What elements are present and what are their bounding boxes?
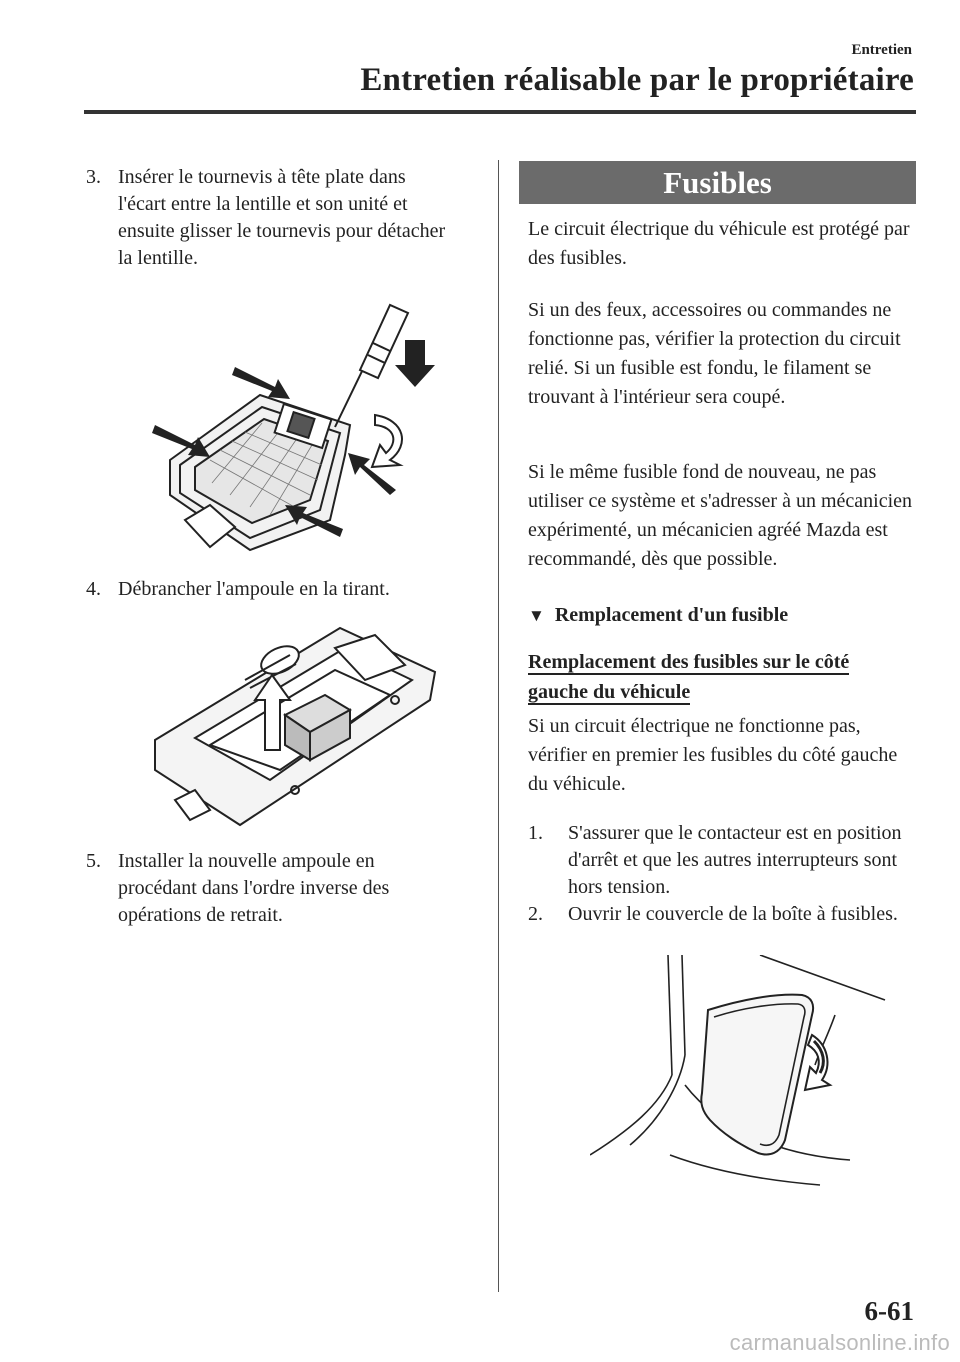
step-number: 4. xyxy=(86,578,101,600)
step-3 xyxy=(86,164,456,272)
bulb-removal-illustration xyxy=(150,620,442,842)
paragraph-3: Si le même fusible fond de nouveau, ne pas utiliser ce système et s'adresser à un mécanicien expérimenté, un mécanicien agréé Mazda est recommandé, dès que possible. xyxy=(528,461,913,570)
step-text: Insérer le tournevis à tête plate dans l'écart entre la lentille et son unité et ensuite glisser le tournevis pour détacher la lentille. xyxy=(118,166,446,269)
lens-removal-illustration xyxy=(150,295,440,565)
watermark: carmanualsonline.info xyxy=(729,1330,950,1355)
paragraph-2: Si un des feux, accessoires ou commandes ne fonctionne pas, vérifier la protection du circuit relié. Si un fusible est fondu, le filament se trouvant à l'intérieur sera coupé. xyxy=(528,299,901,408)
fuse-box-cover-illustration xyxy=(590,955,890,1190)
section-banner: Fusibles xyxy=(519,161,916,204)
step-4 xyxy=(86,576,456,603)
subsection-heading xyxy=(528,604,918,627)
paragraph-1: Le circuit électrique du véhicule est protégé par des fusibles. xyxy=(528,218,910,269)
header-rule xyxy=(84,110,916,114)
step-text: S'assurer que le contacteur est en position d'arrêt et que les autres interrupteurs sont hors tension. xyxy=(568,822,902,898)
section-label: Entretien xyxy=(851,42,912,58)
page-title: Entretien réalisable par le propriétaire xyxy=(360,62,914,98)
step-text: Ouvrir le couvercle de la boîte à fusibles. xyxy=(568,903,898,925)
paragraph-4: Si un circuit électrique ne fonctionne pas, vérifier en premier les fusibles du côté gauche du véhicule. xyxy=(528,715,898,795)
step-number: 2. xyxy=(528,903,543,925)
step-1 xyxy=(528,820,918,901)
column-divider xyxy=(498,160,499,1292)
triangle-marker-icon: ▼ xyxy=(528,606,545,625)
underlined-heading xyxy=(528,647,898,707)
subsection-heading-text: Remplacement d'un fusible xyxy=(554,604,789,626)
page-number: 6-61 xyxy=(864,1296,914,1326)
step-number: 3. xyxy=(86,166,101,188)
step-2 xyxy=(528,901,918,928)
step-text: Installer la nouvelle ampoule en procédant dans l'ordre inverse des opérations de retrait. xyxy=(118,850,390,926)
underlined-heading-text: Remplacement des fusibles sur le côté gauche du véhicule xyxy=(528,651,850,703)
step-number: 1. xyxy=(528,822,543,844)
step-number: 5. xyxy=(86,850,101,872)
step-5 xyxy=(86,848,456,929)
step-text: Débrancher l'ampoule en la tirant. xyxy=(118,578,390,600)
